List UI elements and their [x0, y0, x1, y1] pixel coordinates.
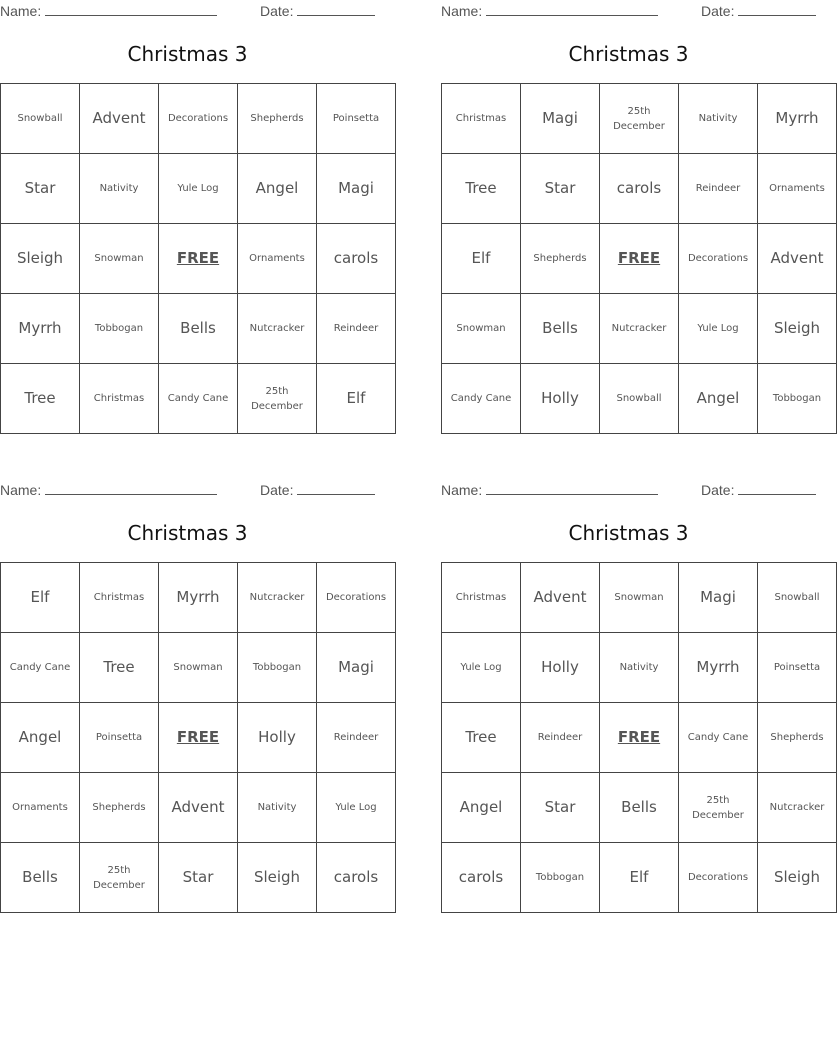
grid-row	[1, 843, 396, 913]
free-space-cell: FREE	[600, 224, 679, 294]
bingo-cell: Elf	[1, 563, 80, 633]
bingo-cell: Tree	[442, 154, 521, 224]
date-line	[260, 481, 375, 498]
bingo-cell: Ornaments	[1, 773, 80, 843]
bingo-cell: Snowman	[80, 224, 159, 294]
name-blank	[486, 2, 658, 16]
bingo-cell: Nutcracker	[600, 294, 679, 364]
bingo-cell: Tree	[80, 633, 159, 703]
name-label: Name:	[0, 482, 42, 498]
grid-row	[442, 224, 837, 294]
bingo-cell: Decorations	[317, 563, 396, 633]
bingo-cell: Star	[1, 154, 80, 224]
bingo-cell: 25th December	[80, 843, 159, 913]
bingo-cell: Sleigh	[758, 843, 837, 913]
grid-row	[1, 294, 396, 364]
bingo-cell: Reindeer	[679, 154, 758, 224]
bingo-cell: Candy Cane	[679, 703, 758, 773]
bingo-cell: Candy Cane	[159, 364, 238, 434]
bingo-cell: Bells	[521, 294, 600, 364]
grid-row	[442, 364, 837, 434]
bingo-cell: Christmas	[80, 364, 159, 434]
bingo-cell: Tobbogan	[80, 294, 159, 364]
bingo-cell: Sleigh	[1, 224, 80, 294]
bingo-cell: Myrrh	[679, 633, 758, 703]
grid-row	[442, 843, 837, 913]
grid-row	[442, 633, 837, 703]
bingo-cell: Snowball	[758, 563, 837, 633]
bingo-cell: 25th December	[679, 773, 758, 843]
grid-row	[1, 364, 396, 434]
bingo-cell: Magi	[679, 563, 758, 633]
bingo-card-1	[0, 0, 380, 412]
date-line	[260, 2, 375, 19]
bingo-cell: Star	[159, 843, 238, 913]
grid-row	[1, 224, 396, 294]
bingo-cell: Yule Log	[317, 773, 396, 843]
bingo-grid	[0, 562, 396, 913]
bingo-cell: Decorations	[679, 224, 758, 294]
bingo-cell: Candy Cane	[442, 364, 521, 434]
bingo-cell: Yule Log	[442, 633, 521, 703]
bingo-cell: Elf	[600, 843, 679, 913]
bingo-cell: Christmas	[442, 84, 521, 154]
grid-row	[442, 703, 837, 773]
bingo-cell: Angel	[238, 154, 317, 224]
date-label: Date:	[260, 482, 294, 498]
grid-row	[442, 84, 837, 154]
name-line	[441, 2, 658, 19]
grid-row	[442, 294, 837, 364]
name-label: Name:	[441, 3, 483, 19]
bingo-cell: Nativity	[600, 633, 679, 703]
bingo-cell: Shepherds	[80, 773, 159, 843]
free-space-cell: FREE	[159, 224, 238, 294]
card-header	[441, 479, 816, 499]
bingo-grid	[441, 83, 837, 434]
name-blank	[45, 481, 217, 495]
bingo-cell: 25th December	[600, 84, 679, 154]
bingo-cell: Poinsetta	[80, 703, 159, 773]
bingo-cell: Elf	[442, 224, 521, 294]
bingo-cell: Tobbogan	[758, 364, 837, 434]
bingo-cell: Poinsetta	[758, 633, 837, 703]
card-title: Christmas 3	[127, 521, 248, 545]
bingo-cell: Tobbogan	[521, 843, 600, 913]
bingo-cell: Ornaments	[238, 224, 317, 294]
bingo-cell: Advent	[80, 84, 159, 154]
bingo-cell: Myrrh	[758, 84, 837, 154]
bingo-cell: Magi	[317, 633, 396, 703]
bingo-cell: Snowman	[442, 294, 521, 364]
bingo-cell: Holly	[521, 633, 600, 703]
grid-row	[1, 633, 396, 703]
name-blank	[45, 2, 217, 16]
bingo-cell: Advent	[159, 773, 238, 843]
bingo-cell: Advent	[521, 563, 600, 633]
bingo-cell: Angel	[679, 364, 758, 434]
bingo-cell: Shepherds	[521, 224, 600, 294]
date-label: Date:	[701, 482, 735, 498]
card-header	[0, 0, 375, 20]
bingo-grid	[441, 562, 837, 913]
bingo-card-4	[441, 479, 825, 886]
name-blank	[486, 481, 658, 495]
date-label: Date:	[701, 3, 735, 19]
date-line	[701, 481, 816, 498]
bingo-cell: carols	[442, 843, 521, 913]
bingo-cell: Reindeer	[317, 294, 396, 364]
bingo-cell: Magi	[521, 84, 600, 154]
card-header	[441, 0, 816, 20]
bingo-cell: Tree	[1, 364, 80, 434]
grid-row	[1, 773, 396, 843]
grid-row	[1, 84, 396, 154]
bingo-cell: Bells	[1, 843, 80, 913]
bingo-cell: Decorations	[159, 84, 238, 154]
bingo-cell: Snowman	[159, 633, 238, 703]
bingo-cell: Ornaments	[758, 154, 837, 224]
date-label: Date:	[260, 3, 294, 19]
card-title: Christmas 3	[568, 521, 689, 545]
bingo-cell: carols	[317, 224, 396, 294]
date-line	[701, 2, 816, 19]
bingo-cell: Christmas	[80, 563, 159, 633]
bingo-cell: 25th December	[238, 364, 317, 434]
bingo-cell: Bells	[600, 773, 679, 843]
bingo-grid	[0, 83, 396, 434]
bingo-cell: Snowman	[600, 563, 679, 633]
name-line	[441, 481, 658, 498]
card-header	[0, 479, 375, 499]
bingo-cell: Nativity	[238, 773, 317, 843]
name-label: Name:	[441, 482, 483, 498]
bingo-cell: Magi	[317, 154, 396, 224]
bingo-cell: Snowball	[600, 364, 679, 434]
bingo-cell: Yule Log	[679, 294, 758, 364]
bingo-cell: Holly	[238, 703, 317, 773]
bingo-cell: Myrrh	[159, 563, 238, 633]
bingo-cell: Christmas	[442, 563, 521, 633]
card-title: Christmas 3	[127, 42, 248, 66]
card-title: Christmas 3	[568, 42, 689, 66]
bingo-cell: Decorations	[679, 843, 758, 913]
bingo-cell: Nativity	[80, 154, 159, 224]
grid-row	[442, 773, 837, 843]
bingo-card-2	[441, 0, 825, 407]
bingo-cell: Holly	[521, 364, 600, 434]
bingo-cell: Myrrh	[1, 294, 80, 364]
grid-row	[1, 154, 396, 224]
grid-row	[1, 563, 396, 633]
name-label: Name:	[0, 3, 42, 19]
bingo-cell: Nativity	[679, 84, 758, 154]
bingo-cell: Sleigh	[758, 294, 837, 364]
bingo-cell: Candy Cane	[1, 633, 80, 703]
bingo-card-3	[0, 479, 387, 891]
date-blank	[297, 481, 375, 495]
bingo-cell: Advent	[758, 224, 837, 294]
bingo-cell: Sleigh	[238, 843, 317, 913]
bingo-cell: Nutcracker	[758, 773, 837, 843]
bingo-cell: carols	[600, 154, 679, 224]
bingo-cell: carols	[317, 843, 396, 913]
bingo-cell: Tobbogan	[238, 633, 317, 703]
grid-row	[1, 703, 396, 773]
date-blank	[738, 2, 816, 16]
bingo-cell: Tree	[442, 703, 521, 773]
free-space-cell: FREE	[159, 703, 238, 773]
bingo-cell: Bells	[159, 294, 238, 364]
bingo-cell: Star	[521, 773, 600, 843]
date-blank	[297, 2, 375, 16]
bingo-cell: Angel	[1, 703, 80, 773]
bingo-cell: Poinsetta	[317, 84, 396, 154]
grid-row	[442, 154, 837, 224]
bingo-cell: Star	[521, 154, 600, 224]
free-space-cell: FREE	[600, 703, 679, 773]
bingo-cell: Elf	[317, 364, 396, 434]
date-blank	[738, 481, 816, 495]
bingo-cell: Nutcracker	[238, 563, 317, 633]
bingo-cell: Yule Log	[159, 154, 238, 224]
grid-row	[442, 563, 837, 633]
bingo-cell: Angel	[442, 773, 521, 843]
bingo-cell: Nutcracker	[238, 294, 317, 364]
bingo-cell: Shepherds	[758, 703, 837, 773]
bingo-cell: Shepherds	[238, 84, 317, 154]
name-line	[0, 481, 217, 498]
bingo-cell: Reindeer	[317, 703, 396, 773]
bingo-cell: Reindeer	[521, 703, 600, 773]
name-line	[0, 2, 217, 19]
bingo-cell: Snowball	[1, 84, 80, 154]
